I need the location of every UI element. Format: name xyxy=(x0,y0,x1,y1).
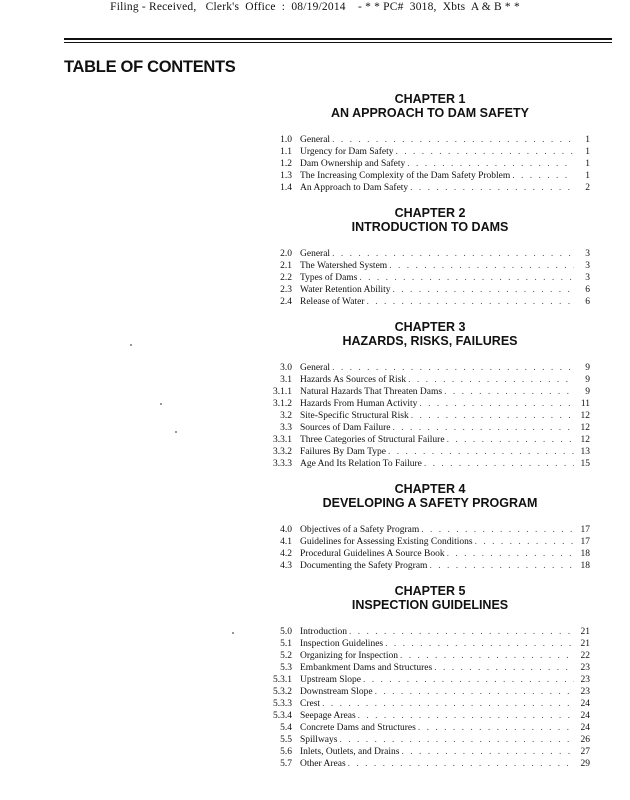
chapter-heading xyxy=(270,320,590,348)
toc-entry-section-number: 3.1.1 xyxy=(273,387,292,397)
toc-entry-leader-dots xyxy=(337,734,574,746)
toc-entry-section-number: 3.3.3 xyxy=(273,459,292,469)
toc-entry-leader-dots xyxy=(406,374,574,386)
toc-entry-title: Organizing for Inspection xyxy=(300,651,398,661)
chapter-block xyxy=(270,320,590,470)
toc-entry-leader-dots xyxy=(386,446,574,458)
toc-entry xyxy=(270,374,590,386)
toc-entry-leader-dots xyxy=(387,260,574,272)
toc-entry-section-number: 5.2 xyxy=(280,651,292,661)
chapter-number: CHAPTER 5 xyxy=(394,584,466,598)
toc-entry xyxy=(270,560,590,572)
toc-entry-title: Release of Water xyxy=(300,297,365,307)
toc-entry-title: Dam Ownership and Safety xyxy=(300,159,406,169)
toc-entry-leader-dots xyxy=(364,296,574,308)
toc-entry-title: Documenting the Safety Program xyxy=(300,561,428,571)
toc-entry-section-number: 3.3.1 xyxy=(273,435,292,445)
toc-entry-title: Objectives of a Safety Program xyxy=(300,525,420,535)
toc-entry-page-number: 1 xyxy=(585,147,590,157)
toc-entry xyxy=(270,260,590,272)
toc-entry-page-number: 26 xyxy=(580,735,590,745)
toc-entry xyxy=(270,272,590,284)
toc-entry xyxy=(270,398,590,410)
chapter-number: CHAPTER 4 xyxy=(394,482,466,496)
toc-entry-title: Downstream Slope xyxy=(300,687,373,697)
toc-entry-list xyxy=(270,134,590,194)
toc-entry-page-number: 12 xyxy=(580,411,590,421)
toc-entry xyxy=(270,698,590,710)
toc-entry-section-number: 5.6 xyxy=(280,747,292,757)
chapter-heading xyxy=(270,206,590,234)
toc-entry-page-number: 1 xyxy=(585,171,590,181)
toc-entry-page-number: 2 xyxy=(585,183,590,193)
toc-entry-section-number: 5.3.1 xyxy=(273,675,292,685)
toc-entry-leader-dots xyxy=(445,548,574,560)
toc-entry-section-number: 5.0 xyxy=(280,627,292,637)
header-rule-thick xyxy=(64,38,612,40)
toc-entry-section-number: 4.1 xyxy=(280,537,292,547)
toc-entry-section-number: 3.3 xyxy=(280,423,292,433)
toc-entry-page-number: 13 xyxy=(580,447,590,457)
toc-entry xyxy=(270,146,590,158)
toc-entry-page-number: 17 xyxy=(580,537,590,547)
toc-entry-section-number: 3.0 xyxy=(280,363,292,373)
toc-entry-leader-dots xyxy=(405,158,574,170)
toc-entry-leader-dots xyxy=(356,710,574,722)
toc-entry xyxy=(270,134,590,146)
toc-entry xyxy=(270,158,590,170)
chapter-title: DEVELOPING A SAFETY PROGRAM xyxy=(322,496,538,510)
header-rule-thin xyxy=(64,42,612,43)
toc-entry xyxy=(270,548,590,560)
toc-entry-leader-dots xyxy=(346,758,574,770)
toc-entry-page-number: 23 xyxy=(580,675,590,685)
chapter-block xyxy=(270,206,590,308)
toc-entry-leader-dots xyxy=(417,398,574,410)
toc-entry-leader-dots xyxy=(391,422,575,434)
toc-entry-leader-dots xyxy=(357,272,574,284)
toc-entry-leader-dots xyxy=(347,626,574,638)
toc-entry-section-number: 2.1 xyxy=(280,261,292,271)
toc-entry xyxy=(270,722,590,734)
toc-entry-leader-dots xyxy=(432,662,574,674)
toc-entry-page-number: 18 xyxy=(580,561,590,571)
toc-entry-section-number: 5.7 xyxy=(280,759,292,769)
toc-entry-title: Inspection Guidelines xyxy=(300,639,384,649)
filing-header: Filing - Received, Clerk's Office : 08/19/2014 - * * PC# 3018, Xbts A & B * * xyxy=(110,1,520,13)
chapter-block xyxy=(270,584,590,770)
toc-entry-title: Crest xyxy=(300,699,321,709)
toc-entry-section-number: 5.3.4 xyxy=(273,711,292,721)
toc-entry-page-number: 21 xyxy=(580,627,590,637)
toc-entry xyxy=(270,734,590,746)
toc-entry-leader-dots xyxy=(393,146,574,158)
toc-entry-list xyxy=(270,362,590,470)
toc-entry-section-number: 5.3.2 xyxy=(273,687,292,697)
toc-entry xyxy=(270,434,590,446)
toc-entry-page-number: 17 xyxy=(580,525,590,535)
toc-entry-title: Types of Dams xyxy=(300,273,358,283)
toc-entry-title: An Approach to Dam Safety xyxy=(300,183,409,193)
chapter-number: CHAPTER 1 xyxy=(394,92,466,106)
toc-entry-title: General xyxy=(300,249,331,259)
toc-entry-title: Hazards From Human Activity xyxy=(300,399,418,409)
toc-entry-page-number: 21 xyxy=(580,639,590,649)
toc-entry-title: Spillways xyxy=(300,735,338,745)
toc-entry-page-number: 6 xyxy=(585,285,590,295)
toc-entry-title: General xyxy=(300,363,331,373)
toc-entry-leader-dots xyxy=(445,434,574,446)
toc-entry-title: Other Areas xyxy=(300,759,346,769)
toc-entry-title: Age And Its Relation To Failure xyxy=(300,459,422,469)
toc-entry xyxy=(270,710,590,722)
toc-entry-title: Hazards As Sources of Risk xyxy=(300,375,407,385)
scan-speck xyxy=(130,344,132,346)
toc-entry-leader-dots xyxy=(361,674,574,686)
toc-entry-title: Introduction xyxy=(300,627,347,637)
toc-entry-leader-dots xyxy=(383,638,574,650)
toc-entry-title: Guidelines for Assessing Existing Conditions xyxy=(300,537,473,547)
toc-entry-page-number: 12 xyxy=(580,435,590,445)
toc-entry-section-number: 2.4 xyxy=(280,297,292,307)
toc-entry-leader-dots xyxy=(330,362,574,374)
toc-entry-leader-dots xyxy=(399,746,574,758)
toc-entry-section-number: 5.4 xyxy=(280,723,292,733)
toc-entry-title: Inlets, Outlets, and Drains xyxy=(300,747,400,757)
toc-entry-section-number: 1.2 xyxy=(280,159,292,169)
toc-entry-section-number: 5.3 xyxy=(280,663,292,673)
scan-speck xyxy=(160,403,162,405)
toc-entry-leader-dots xyxy=(473,536,574,548)
toc-entry-title: Procedural Guidelines A Source Book xyxy=(300,549,445,559)
chapter-block xyxy=(270,92,590,194)
toc-entry-section-number: 4.2 xyxy=(280,549,292,559)
toc-entry-section-number: 5.3.3 xyxy=(273,699,292,709)
toc-entry-list xyxy=(270,248,590,308)
toc-entry-leader-dots xyxy=(320,698,574,710)
toc-entry-page-number: 3 xyxy=(585,249,590,259)
toc-entry-page-number: 3 xyxy=(585,261,590,271)
toc-entry-section-number: 5.5 xyxy=(280,735,292,745)
toc-entry-page-number: 1 xyxy=(585,159,590,169)
toc-entry xyxy=(270,296,590,308)
toc-title: TABLE OF CONTENTS xyxy=(64,58,236,76)
chapter-heading xyxy=(270,92,590,120)
toc-entry xyxy=(270,362,590,374)
toc-entry xyxy=(270,662,590,674)
toc-entry xyxy=(270,458,590,470)
toc-entry xyxy=(270,170,590,182)
toc-entry-section-number: 4.3 xyxy=(280,561,292,571)
toc-entry-leader-dots xyxy=(373,686,574,698)
toc-entry-page-number: 6 xyxy=(585,297,590,307)
chapter-title: INSPECTION GUIDELINES xyxy=(351,598,509,612)
chapter-title: INTRODUCTION TO DAMS xyxy=(351,220,509,234)
chapter-heading xyxy=(270,482,590,510)
toc-entry-leader-dots xyxy=(330,248,574,260)
toc-entry-leader-dots xyxy=(398,650,574,662)
toc-entry-section-number: 3.1 xyxy=(280,375,292,385)
toc-entry-page-number: 9 xyxy=(585,387,590,397)
toc-entry-leader-dots xyxy=(422,458,574,470)
toc-entry xyxy=(270,386,590,398)
toc-entry-section-number: 5.1 xyxy=(280,639,292,649)
toc-entry-page-number: 24 xyxy=(580,699,590,709)
toc-entry-page-number: 3 xyxy=(585,273,590,283)
toc-entry xyxy=(270,422,590,434)
toc-entry xyxy=(270,746,590,758)
toc-entry xyxy=(270,446,590,458)
toc-entry xyxy=(270,410,590,422)
toc-entry xyxy=(270,524,590,536)
toc-entry-title: The Watershed System xyxy=(300,261,388,271)
toc-entry xyxy=(270,650,590,662)
toc-entry-section-number: 2.3 xyxy=(280,285,292,295)
toc-entry xyxy=(270,674,590,686)
toc-entry-section-number: 1.1 xyxy=(280,147,292,157)
toc-entry-page-number: 18 xyxy=(580,549,590,559)
toc-entry-page-number: 29 xyxy=(580,759,590,769)
toc-entry xyxy=(270,536,590,548)
toc-entry-page-number: 15 xyxy=(580,459,590,469)
toc-entry-leader-dots xyxy=(510,170,574,182)
toc-entry-title: Upstream Slope xyxy=(300,675,361,685)
toc-entry-page-number: 9 xyxy=(585,375,590,385)
toc-entry-section-number: 2.0 xyxy=(280,249,292,259)
toc-entry-leader-dots xyxy=(427,560,574,572)
toc-entry-page-number: 11 xyxy=(580,399,590,409)
toc-entry-title: Seepage Areas xyxy=(300,711,356,721)
toc-entry xyxy=(270,686,590,698)
toc-entry-page-number: 27 xyxy=(580,747,590,757)
toc-entry-leader-dots xyxy=(391,284,574,296)
toc-entry-title: Urgency for Dam Safety xyxy=(300,147,394,157)
toc-entry-page-number: 9 xyxy=(585,363,590,373)
toc-entry xyxy=(270,758,590,770)
toc-entry-section-number: 1.4 xyxy=(280,183,292,193)
chapter-block xyxy=(270,482,590,572)
toc-entry-leader-dots xyxy=(409,410,574,422)
toc-entry-section-number: 3.1.2 xyxy=(273,399,292,409)
toc-entry-title: Three Categories of Structural Failure xyxy=(300,435,445,445)
toc-entry-section-number: 3.2 xyxy=(280,411,292,421)
toc-entry-title: Failures By Dam Type xyxy=(300,447,386,457)
toc-entry-section-number: 4.0 xyxy=(280,525,292,535)
toc-entry-title: Site-Specific Structural Risk xyxy=(300,411,409,421)
toc-entry-page-number: 23 xyxy=(580,687,590,697)
chapter-heading xyxy=(270,584,590,612)
toc-entry-page-number: 24 xyxy=(580,723,590,733)
toc-entry-list xyxy=(270,524,590,572)
toc-entry-section-number: 1.3 xyxy=(280,171,292,181)
toc-entry-leader-dots xyxy=(330,134,574,146)
toc-entry-section-number: 2.2 xyxy=(280,273,292,283)
toc-entry-section-number: 1.0 xyxy=(280,135,292,145)
toc-entry-title: Concrete Dams and Structures xyxy=(300,723,416,733)
toc-entry-title: General xyxy=(300,135,331,145)
toc-entry-leader-dots xyxy=(442,386,574,398)
toc-entry-list xyxy=(270,626,590,770)
toc-entry-title: Embankment Dams and Structures xyxy=(300,663,433,673)
scan-speck xyxy=(175,431,177,433)
toc-entry xyxy=(270,182,590,194)
toc-entry-leader-dots xyxy=(408,182,574,194)
toc-entry-page-number: 12 xyxy=(580,423,590,433)
toc-entry-page-number: 22 xyxy=(580,651,590,661)
chapter-number: CHAPTER 3 xyxy=(394,320,466,334)
toc-entry-page-number: 24 xyxy=(580,711,590,721)
toc-entry-section-number: 3.3.2 xyxy=(273,447,292,457)
toc-entry-title: Natural Hazards That Threaten Dams xyxy=(300,387,443,397)
chapter-number: CHAPTER 2 xyxy=(394,206,466,220)
toc-entry xyxy=(270,284,590,296)
toc-entry xyxy=(270,248,590,260)
toc-entry-page-number: 1 xyxy=(585,135,590,145)
toc-entry-page-number: 23 xyxy=(580,663,590,673)
toc-entry-title: Water Retention Ability xyxy=(300,285,391,295)
toc-entry xyxy=(270,638,590,650)
toc-entry-leader-dots xyxy=(416,722,574,734)
toc-entry-title: The Increasing Complexity of the Dam Safety Problem xyxy=(300,171,511,181)
toc-entry xyxy=(270,626,590,638)
toc-entry-leader-dots xyxy=(419,524,574,536)
chapter-title: HAZARDS, RISKS, FAILURES xyxy=(342,334,518,348)
scan-speck xyxy=(232,632,234,634)
chapter-title: AN APPROACH TO DAM SAFETY xyxy=(331,106,529,120)
toc-entry-title: Sources of Dam Failure xyxy=(300,423,391,433)
